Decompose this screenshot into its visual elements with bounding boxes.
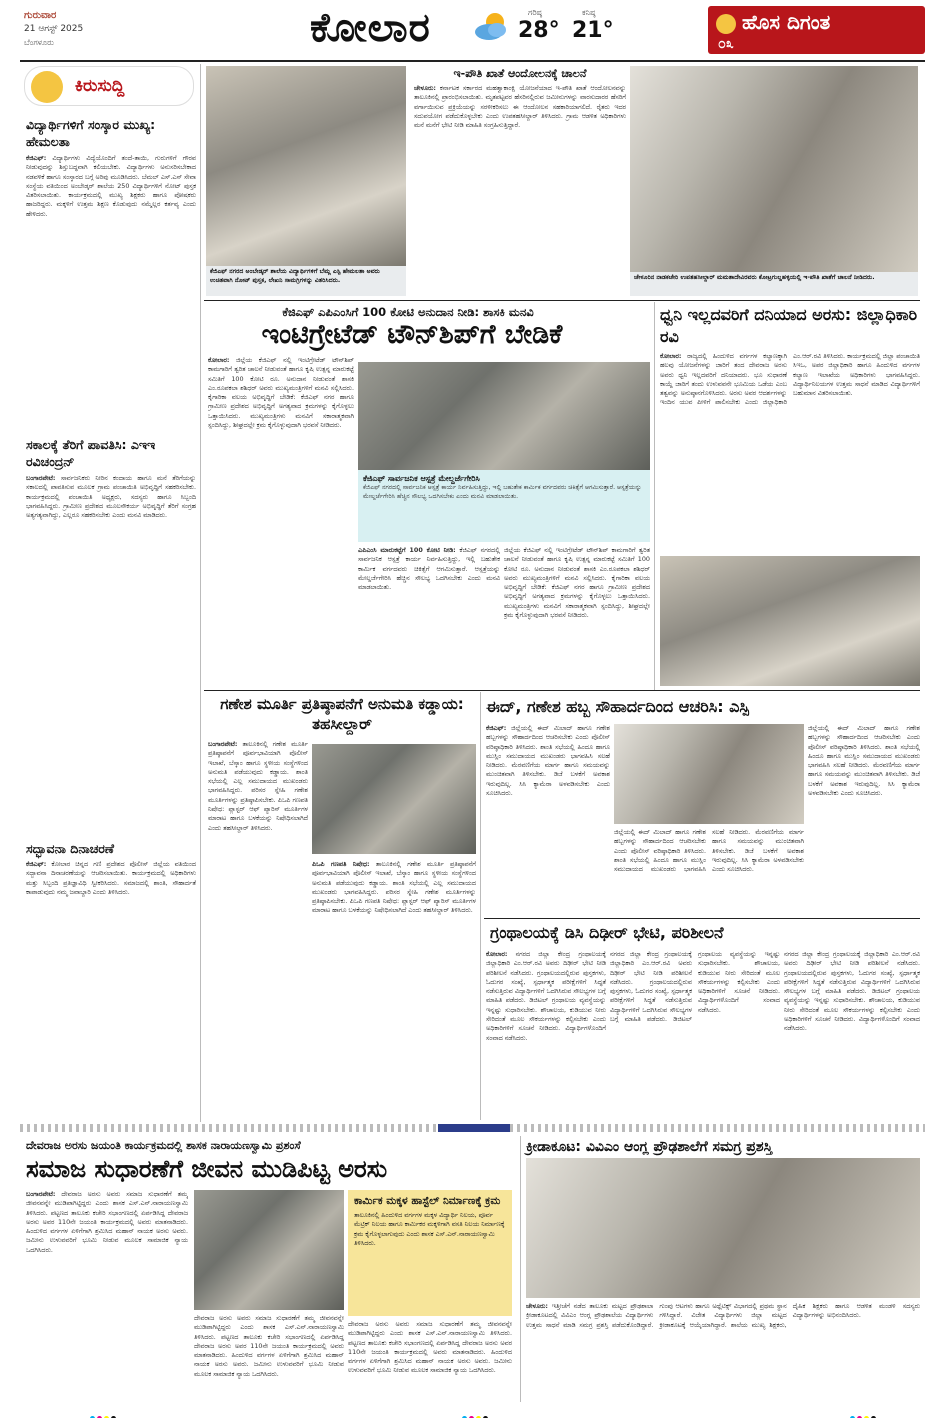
top-left-photo <box>206 66 406 266</box>
arasu-photo <box>194 1190 344 1310</box>
right-story-text: ರಾಜ್ಯದಲ್ಲಿ ಹಿಂದುಳಿದ ವರ್ಗಗಳ ಕಲ್ಯಾಣಕ್ಕಾಗಿ ಹಲವು ಯೋಜನೆಗಳನ್ನು ಜಾರಿಗೆ ತಂದ ದೇವರಾಜ ಅರಸು ಅವರು ಧ್ವನಿ ಇಲ್ಲದವರಿಗೆ ದನಿಯಾದರು. ಭೂ ಸುಧಾರಣೆ ಕಾಯ್ದೆ ಜಾರಿಗೆ ತಂದು ಉಳುವವನೇ ಭೂಮಿಯ ಒಡೆಯ ಎಂಬ ತತ್ವವನ್ನು ಅನುಷ್ಠಾನಗೊಳಿಸಿದರು. ಅರಸು ಅವರ ಆದರ್ಶಗಳನ್ನು ಇಂದಿನ ಯುವ ಪೀಳಿಗೆ ಪಾಲಿಸಬೇಕು ಎಂದು ಜಿಲ್ಲಾಧಿಕಾರಿ ಎಂ.ಆರ್.ರವಿ ತಿಳಿಸಿದರು. ಕಾರ್ಯಕ್ರಮದಲ್ಲಿ ಜಿಲ್ಲಾ ಪಂಚಾಯಿತಿ ಸಿಇಒ, ಅಪರ ಜಿಲ್ಲಾಧಿಕಾರಿ ಹಾಗೂ ಹಿಂದುಳಿದ ವರ್ಗಗಳ ಕಲ್ಯಾಣ ಇಲಾಖೆಯ ಅಧಿಕಾರಿಗಳು ಭಾಗವಹಿಸಿದ್ದರು. ವಿದ್ಯಾರ್ಥಿನಿಲಯಗಳ ಉತ್ತಮ ಸಾಧನೆ ಮಾಡಿದ ವಿದ್ಯಾರ್ಥಿಗಳಿಗೆ ಬಹುಮಾನ ವಿತರಿಸಲಾಯಿತು. <box>660 352 920 407</box>
lead-headline: ಇಂಟಿಗ್ರೇಟೆಡ್ ಟೌನ್‌ಶಿಪ್‌ಗೆ ಬೇಡಿಕೆ <box>261 319 563 350</box>
lead-photo-caption <box>358 470 650 542</box>
left-story-2-title: ಸಕಾಲಕ್ಕೆ ತೆರಿಗೆ ಪಾವತಿಸಿ: ಎಇಇ ರವಿಚಂದ್ರನ್ <box>26 437 156 469</box>
apmc-text: ಕೆಜಿಎಫ್ ನಗರದಲ್ಲಿ ಸಾರ್ವಜನಿಕ ಆಸ್ಪತ್ರೆ ಕಾರ್ಯ ನಿರ್ವಹಿಸುತ್ತಿದ್ದು, ಇಲ್ಲಿ ಬಹುತೇಕ ಕಾರ್ಮಿಕ ವರ್ಗದವರು ಚಿಕಿತ್ಸೆಗೆ ಆಗಮಿಸುತ್ತಾರೆ. ಆಸ್ಪತ್ರೆಯನ್ನು ಮೇಲ್ದರ್ಜೆಗೇರಿಸಿ ಹೆಚ್ಚಿನ ಸೌಲಭ್ಯ ಒದಗಿಸಬೇಕು ಎಂದು ಮನವಿ ಮಾಡಲಾಯಿತು. <box>358 546 500 592</box>
left-story-3-body <box>26 860 196 1120</box>
library-title: ಗ್ರಂಥಾಲಯಕ್ಕೆ ಡಿಸಿ ದಿಢೀರ್ ಭೇಟಿ, ಪರಿಶೀಲನೆ <box>490 923 724 942</box>
paper-name: ಹೊಸ ದಿಗಂತ <box>742 10 831 34</box>
page-number: ೦೩ <box>718 36 734 52</box>
eid-body-col-2 <box>614 828 804 914</box>
min-temp: 21° <box>572 18 614 43</box>
arasu-text-cont-2: ದೇವರಾಜ ಅರಸು ಅವರು ಸಮಾಜ ಸುಧಾರಣೆಗೆ ತಮ್ಮ ಜೀವನವನ್ನೇ ಮುಡಿಪಾಗಿಟ್ಟಿದ್ದರು ಎಂದು ಶಾಸಕ ಎಸ್.ಎನ್.ನಾರಾಯಣಸ್ವಾಮಿ ತಿಳಿಸಿದರು. ಪಟ್ಟಣದ ತಾಲೂಕು ಕಚೇರಿ ಸಭಾಂಗಣದಲ್ಲಿ ಏರ್ಪಡಿಸಿದ್ದ ದೇವರಾಜ ಅರಸು ಅವರ 110ನೇ ಜಯಂತಿ ಕಾರ್ಯಕ್ರಮದಲ್ಲಿ ಅವರು ಮಾತನಾಡಿದರು. ಹಿಂದುಳಿದ ವರ್ಗಗಳ ಏಳಿಗೆಗಾಗಿ ಶ್ರಮಿಸಿದ ಮಹಾನ್ ನಾಯಕ ಅರಸು ಅವರು. ಜಮೀನು ಉಳುವವರಿಗೆ ಭೂಮಿ ನೀಡುವ ಮೂಲಕ ಸಾಮಾಜಿಕ ನ್ಯಾಯ ಒದಗಿಸಿದರು. <box>348 1320 512 1375</box>
arasu-dateline: ಬಂಗಾರಪೇಟೆ: <box>26 1190 56 1198</box>
library-divider <box>484 918 920 919</box>
left-story-2-text: ಸಾರ್ವಜನಿಕರು ನೀರಿನ ಕಂದಾಯ ಹಾಗೂ ಮನೆ ತೆರಿಗೆಯನ್ನು ಸಕಾಲದಲ್ಲಿ ಪಾವತಿಸುವ ಮೂಲಕ ಗ್ರಾಮ ಪಂಚಾಯಿತಿ ಅಭಿವೃದ್ಧಿಗೆ ಸಹಕರಿಸಬೇಕು. ಕಾರ್ಯಕ್ರಮದಲ್ಲಿ ಪಂಚಾಯಿತಿ ಅಧ್ಯಕ್ಷರು, ಸದಸ್ಯರು ಹಾಗೂ ಸಿಬ್ಬಂದಿ ಭಾಗವಹಿಸಿದ್ದರು. ಗ್ರಾಮೀಣ ಪ್ರದೇಶದ ಮೂಲಸೌಕರ್ಯ ಅಭಿವೃದ್ಧಿಗೆ ತೆರಿಗೆ ಸಂಗ್ರಹ ಅತ್ಯಗತ್ಯವಾಗಿದ್ದು, ಎಲ್ಲರೂ ಸಹಕರಿಸಬೇಕು ಎಂದು ಮನವಿ ಮಾಡಿದರು. <box>26 474 196 520</box>
eid-text: ಜಿಲ್ಲೆಯಲ್ಲಿ ಈದ್ ಮಿಲಾದ್ ಹಾಗೂ ಗಣೇಶ ಹಬ್ಬಗಳನ್ನು ಸೌಹಾರ್ದದಿಂದ ಆಚರಿಸಬೇಕು ಎಂದು ಪೊಲೀಸ್ ವರಿಷ್ಠಾಧಿಕಾರಿ ತಿಳಿಸಿದರು. ಶಾಂತಿ ಸಭೆಯಲ್ಲಿ ಹಿಂದೂ ಹಾಗೂ ಮುಸ್ಲಿಂ ಸಮುದಾಯದ ಮುಖಂಡರು ಭಾಗವಹಿಸಿ ಸಲಹೆ ನೀಡಿದರು. ಮೆರವಣಿಗೆಯ ಮಾರ್ಗ ಹಾಗೂ ಸಮಯವನ್ನು ಮುಂಚಿತವಾಗಿ ತಿಳಿಸಬೇಕು. ಡಿಜೆ ಬಳಕೆಗೆ ಅವಕಾಶ ಇರುವುದಿಲ್ಲ. ಸಿಸಿ ಕ್ಯಾಮೆರಾ ಅಳವಡಿಸಬೇಕು ಎಂದು ಸೂಚಿಸಿದರು. <box>486 724 610 798</box>
masthead-date: 21 ಆಗಸ್ಟ್ 2025 <box>24 24 84 34</box>
ganesha-title: ಗಣೇಶ ಮೂರ್ತಿ ಪ್ರತಿಷ್ಠಾಪನೆಗೆ ಅನುಮತಿ ಕಡ್ಡಾಯ: ತಹಸೀಲ್ದಾರ್ <box>220 695 464 733</box>
eid-text-cont-2: ಜಿಲ್ಲೆಯಲ್ಲಿ ಈದ್ ಮಿಲಾದ್ ಹಾಗೂ ಗಣೇಶ ಹಬ್ಬಗಳನ್ನು ಸೌಹಾರ್ದದಿಂದ ಆಚರಿಸಬೇಕು ಎಂದು ಪೊಲೀಸ್ ವರಿಷ್ಠಾಧಿಕಾರಿ ತಿಳಿಸಿದರು. ಶಾಂತಿ ಸಭೆಯಲ್ಲಿ ಹಿಂದೂ ಹಾಗೂ ಮುಸ್ಲಿಂ ಸಮುದಾಯದ ಮುಖಂಡರು ಭಾಗವಹಿಸಿ ಸಲಹೆ ನೀಡಿದರು. ಮೆರವಣಿಗೆಯ ಮಾರ್ಗ ಹಾಗೂ ಸಮಯವನ್ನು ಮುಂಚಿತವಾಗಿ ತಿಳಿಸಬೇಕು. ಡಿಜೆ ಬಳಕೆಗೆ ಅವಕಾಶ ಇರುವುದಿಲ್ಲ. ಸಿಸಿ ಕ್ಯಾಮೆರಾ ಅಳವಡಿಸಬೇಕು ಎಂದು ಸೂಚಿಸಿದರು. <box>808 724 920 798</box>
sports-title: ಕ್ರೀಡಾಕೂಟ: ವಿವಿಎಂ ಆಂಗ್ಲ ಪ್ರೌಢಶಾಲೆಗೆ ಸಮಗ್ರ ಪ್ರಶಸ್ತಿ <box>526 1139 773 1155</box>
lead-body-col-3 <box>504 546 650 686</box>
hostel-title: ಕಾರ್ಮಿಕ ಮಕ್ಕಳ ಹಾಸ್ಟೆಲ್ ನಿರ್ಮಾಣಕ್ಕೆ ಕ್ರಮ <box>354 1195 501 1207</box>
masthead-divider <box>20 60 925 62</box>
ganesha-divider <box>480 692 481 1120</box>
arasu-body-col-3 <box>348 1320 512 1400</box>
brand-logo-icon <box>716 14 736 34</box>
lead-body-col-2 <box>358 546 500 686</box>
epouti-text: ಕರ್ನಾಟಕ ಸರ್ಕಾರದ ಮಹತ್ವಾಕಾಂಕ್ಷಿ ಯೋಜನೆಯಾದ ಇ-ಪೌತಿ ಖಾತೆ ಆಂದೋಲನವನ್ನು ತಾಲೂಕಿನಲ್ಲಿ ಪ್ರಾರಂಭಿಸಲಾಯಿತು. ಮೃತಪಟ್ಟವರ ಹೆಸರಿನಲ್ಲಿರುವ ಜಮೀನುಗಳನ್ನು ವಾರಸುದಾರರ ಹೆಸರಿಗೆ ವರ್ಗಾಯಿಸುವ ಪ್ರಕ್ರಿಯೆಯನ್ನು ಸರಳೀಕರಿಸಲು ಈ ಆಂದೋಲನ ಸಹಕಾರಿಯಾಗಲಿದೆ. ರೈತರು ಇದರ ಸದುಪಯೋಗ ಪಡೆದುಕೊಳ್ಳಬೇಕು ಎಂದು ಉಪತಹಸೀಲ್ದಾರ್ ತಿಳಿಸಿದರು. ಗ್ರಾಮ ಆಡಳಿತ ಅಧಿಕಾರಿಗಳು ಮನೆ ಮನೆಗೆ ಭೇಟಿ ನೀಡಿ ಮಾಹಿತಿ ಸಂಗ್ರಹಿಸುತ್ತಿದ್ದಾರೆ. <box>414 84 626 130</box>
hand-icon <box>31 71 63 103</box>
top-row-divider <box>204 300 920 301</box>
hospital-caption-body: ಕೆಜಿಎಫ್ ನಗರದಲ್ಲಿ ಸಾರ್ವಜನಿಕ ಆಸ್ಪತ್ರೆ ಕಾರ್ಯ ನಿರ್ವಹಿಸುತ್ತಿದ್ದು, ಇಲ್ಲಿ ಬಹುತೇಕ ಕಾರ್ಮಿಕ ವರ್ಗದವರು ಚಿಕಿತ್ಸೆಗೆ ಆಗಮಿಸುತ್ತಾರೆ. ಆಸ್ಪತ್ರೆಯನ್ನು ಮೇಲ್ದರ್ಜೆಗೇರಿಸಿ ಹೆಚ್ಚಿನ ಸೌಲಭ್ಯ ಒದಗಿಸಬೇಕು ಎಂದು ಮನವಿ ಮಾಡಲಾಯಿತು. <box>363 484 642 500</box>
section-divider-accent <box>438 1124 510 1132</box>
min-temp-label: ಕನಿಷ್ಠ <box>582 8 596 17</box>
arasu-body-col-1 <box>26 1190 188 1400</box>
ganesha-text-cont: ತಾಲೂಕಿನಲ್ಲಿ ಗಣೇಶ ಮೂರ್ತಿ ಪ್ರತಿಷ್ಠಾಪನೆಗೆ ಪೂರ್ವಭಾವಿಯಾಗಿ ಪೊಲೀಸ್ ಇಲಾಖೆ, ಬೆಸ್ಕಾಂ ಹಾಗೂ ಸ್ಥಳೀಯ ಸಂಸ್ಥೆಗಳಿಂದ ಅನುಮತಿ ಪಡೆಯುವುದು ಕಡ್ಡಾಯ. ಶಾಂತಿ ಸಭೆಯಲ್ಲಿ ಎಲ್ಲ ಸಮುದಾಯದ ಮುಖಂಡರು ಭಾಗವಹಿಸಿದ್ದರು. ಪರಿಸರ ಸ್ನೇಹಿ ಗಣೇಶ ಮೂರ್ತಿಗಳನ್ನು ಪ್ರತಿಷ್ಠಾಪಿಸಬೇಕು. ಪಿಒಪಿ ಗಣಪತಿ ನಿಷೇಧ: ಪ್ಲಾಸ್ಟರ್ ಆಫ್ ಪ್ಯಾರಿಸ್ ಮೂರ್ತಿಗಳ ಮಾರಾಟ ಹಾಗೂ ಬಳಕೆಯನ್ನು ನಿಷೇಧಿಸಲಾಗಿದೆ ಎಂದು ತಹಸೀಲ್ದಾರ್ ತಿಳಿಸಿದರು. <box>312 860 476 915</box>
masthead <box>20 6 925 60</box>
sports-dateline: ಚೇಳೂರು: <box>526 1302 548 1310</box>
epouti-body <box>414 84 626 296</box>
bottom-divider <box>520 1136 521 1402</box>
lead-text-cont: ಜಿಲ್ಲೆಯ ಕೆಜಿಎಫ್ ನಲ್ಲಿ ಇಂಟಿಗ್ರೇಟೆಡ್ ಟೌನ್‌ಶಿಪ್ ಕಾಮಗಾರಿಗೆ ತ್ವರಿತ ಚಾಲನೆ ನೀಡುವಂತೆ ಹಾಗೂ ಕೃಷಿ ಉತ್ಪನ್ನ ಮಾರುಕಟ್ಟೆ ಸಮಿತಿಗೆ 100 ಕೋಟಿ ರೂ. ಅನುದಾನ ನೀಡುವಂತೆ ಶಾಸಕಿ ಎಂ.ರೂಪಕಲಾ ಶಶಿಧರ್ ಅವರು ಮುಖ್ಯಮಂತ್ರಿಗಳಿಗೆ ಮನವಿ ಸಲ್ಲಿಸಿದರು. ಕೈಗಾರಿಕಾ ವಲಯ ಅಭಿವೃದ್ಧಿಗೆ ಬೇಡಿಕೆ: ಕೆಜಿಎಫ್ ನಗರ ಹಾಗೂ ಗ್ರಾಮೀಣ ಪ್ರದೇಶದ ಅಭಿವೃದ್ಧಿಗೆ ಅಗತ್ಯವಾದ ಕ್ರಮಗಳನ್ನು ಕೈಗೊಳ್ಳಲು ಒತ್ತಾಯಿಸಿದರು. ಮುಖ್ಯಮಂತ್ರಿಗಳು ಮನವಿಗೆ ಸಕಾರಾತ್ಮಕವಾಗಿ ಸ್ಪಂದಿಸಿದ್ದು, ಶೀಘ್ರದಲ್ಲೇ ಕ್ರಮ ಕೈಗೊಳ್ಳುವುದಾಗಿ ಭರವಸೆ ನೀಡಿದರು. <box>504 546 650 620</box>
library-text: ನಗರದ ಜಿಲ್ಲಾ ಕೇಂದ್ರ ಗ್ರಂಥಾಲಯಕ್ಕೆ ಜಿಲ್ಲಾಧಿಕಾರಿ ಎಂ.ಆರ್.ರವಿ ಅವರು ದಿಢೀರ್ ಭೇಟಿ ನೀಡಿ ಪರಿಶೀಲನೆ ನಡೆಸಿದರು. ಗ್ರಂಥಾಲಯದಲ್ಲಿರುವ ಪುಸ್ತಕಗಳು, ಓದುಗರ ಸಂಖ್ಯೆ, ಸ್ಪರ್ಧಾತ್ಮಕ ಪರೀಕ್ಷೆಗಳಿಗೆ ಸಿದ್ಧತೆ ನಡೆಸುತ್ತಿರುವ ವಿದ್ಯಾರ್ಥಿಗಳಿಗೆ ಒದಗಿಸಿರುವ ಸೌಲಭ್ಯಗಳ ಬಗ್ಗೆ ಮಾಹಿತಿ ಪಡೆದರು. ಡಿಜಿಟಲ್ ಗ್ರಂಥಾಲಯ ವ್ಯವಸ್ಥೆಯನ್ನು ಇನ್ನಷ್ಟು ಸುಧಾರಿಸಬೇಕು. ಶೌಚಾಲಯ, ಕುಡಿಯುವ ನೀರು ಸೇರಿದಂತೆ ಮೂಲ ಸೌಕರ್ಯಗಳನ್ನು ಕಲ್ಪಿಸಬೇಕು ಎಂದು ಅಧಿಕಾರಿಗಳಿಗೆ ಸೂಚನೆ ನೀಡಿದರು. ವಿದ್ಯಾರ್ಥಿಗಳೊಂದಿಗೆ ಸಂವಾದ ನಡೆಸಿದರು. <box>486 950 606 1042</box>
hostel-box <box>348 1190 512 1316</box>
max-temp: 28° <box>518 18 560 43</box>
registration-marks-mid <box>462 1406 490 1418</box>
arasu-kicker: ದೇವರಾಜ ಅರಸು ಜಯಂತಿ ಕಾರ್ಯಕ್ರಮದಲ್ಲಿ ಶಾಸಕ ನಾರಾಯಣಸ್ವಾಮಿ ಪ್ರಶಂಸೆ <box>26 1139 301 1152</box>
lead-right-divider <box>654 302 655 690</box>
paper-brand <box>708 6 925 54</box>
lead-text: ಜಿಲ್ಲೆಯ ಕೆಜಿಎಫ್ ನಲ್ಲಿ ಇಂಟಿಗ್ರೇಟೆಡ್ ಟೌನ್‌ಶಿಪ್ ಕಾಮಗಾರಿಗೆ ತ್ವರಿತ ಚಾಲನೆ ನೀಡುವಂತೆ ಹಾಗೂ ಕೃಷಿ ಉತ್ಪನ್ನ ಮಾರುಕಟ್ಟೆ ಸಮಿತಿಗೆ 100 ಕೋಟಿ ರೂ. ಅನುದಾನ ನೀಡುವಂತೆ ಶಾಸಕಿ ಎಂ.ರೂಪಕಲಾ ಶಶಿಧರ್ ಅವರು ಮುಖ್ಯಮಂತ್ರಿಗಳಿಗೆ ಮನವಿ ಸಲ್ಲಿಸಿದರು. ಕೈಗಾರಿಕಾ ವಲಯ ಅಭಿವೃದ್ಧಿಗೆ ಬೇಡಿಕೆ: ಕೆಜಿಎಫ್ ನಗರ ಹಾಗೂ ಗ್ರಾಮೀಣ ಪ್ರದೇಶದ ಅಭಿವೃದ್ಧಿಗೆ ಅಗತ್ಯವಾದ ಕ್ರಮಗಳನ್ನು ಕೈಗೊಳ್ಳಲು ಒತ್ತಾಯಿಸಿದರು. ಮುಖ್ಯಮಂತ್ರಿಗಳು ಮನವಿಗೆ ಸಕಾರಾತ್ಮಕವಾಗಿ ಸ್ಪಂದಿಸಿದ್ದು, ಶೀಘ್ರದಲ್ಲೇ ಕ್ರಮ ಕೈಗೊಳ್ಳುವುದಾಗಿ ಭರವಸೆ ನೀಡಿದರು. <box>208 356 354 430</box>
eid-title: ಈದ್, ಗಣೇಶ ಹಬ್ಬ ಸೌಹಾರ್ದದಿಂದ ಆಚರಿಸಿ: ಎಸ್ಪಿ <box>486 697 750 716</box>
mid-row-divider <box>204 690 920 691</box>
library-body-col-2 <box>610 950 780 1118</box>
top-right-photo-caption: ಚೇಳೂರಿನ ನಾಡಕಚೇರಿ ಉಪತಹಸೀಲ್ದಾರ್ ಮಮತಾದೇವಿರವರು ಕೋಟ್ರಗುಲ್ದಹಳ್ಳಿಯಲ್ಲಿ ಇ-ಪೌತಿ ಖಾತೆಗೆ ಚಾಲನೆ ನೀಡಿದರು. <box>630 272 918 296</box>
eid-text-cont: ಜಿಲ್ಲೆಯಲ್ಲಿ ಈದ್ ಮಿಲಾದ್ ಹಾಗೂ ಗಣೇಶ ಹಬ್ಬಗಳನ್ನು ಸೌಹಾರ್ದದಿಂದ ಆಚರಿಸಬೇಕು ಎಂದು ಪೊಲೀಸ್ ವರಿಷ್ಠಾಧಿಕಾರಿ ತಿಳಿಸಿದರು. ಶಾಂತಿ ಸಭೆಯಲ್ಲಿ ಹಿಂದೂ ಹಾಗೂ ಮುಸ್ಲಿಂ ಸಮುದಾಯದ ಮುಖಂಡರು ಭಾಗವಹಿಸಿ ಸಲಹೆ ನೀಡಿದರು. ಮೆರವಣಿಗೆಯ ಮಾರ್ಗ ಹಾಗೂ ಸಮಯವನ್ನು ಮುಂಚಿತವಾಗಿ ತಿಳಿಸಬೇಕು. ಡಿಜೆ ಬಳಕೆಗೆ ಅವಕಾಶ ಇರುವುದಿಲ್ಲ. ಸಿಸಿ ಕ್ಯಾಮೆರಾ ಅಳವಡಿಸಬೇಕು ಎಂದು ಸೂಚಿಸಿದರು. <box>614 828 804 874</box>
right-story-title: ಧ್ವನಿ ಇಲ್ಲದವರಿಗೆ ದನಿಯಾದ ಅರಸು: ಜಿಲ್ಲಾಧಿಕಾರಿ ರವಿ <box>660 305 918 346</box>
max-temp-label: ಗರಿಷ್ಠ <box>528 8 542 17</box>
left-column-divider <box>200 64 201 1122</box>
ganesha-body-col-2 <box>312 860 476 1110</box>
eid-body-col-1 <box>486 724 610 914</box>
left-story-3-title: ಸದ್ಭಾವನಾ ದಿನಾಚರಣೆ <box>26 841 114 856</box>
lead-photo <box>358 362 650 470</box>
left-story-2-body <box>26 474 196 834</box>
sports-photo <box>526 1158 920 1298</box>
left-story-1-title: ವಿದ್ಯಾರ್ಥಿಗಳಿಗೆ ಸಂಸ್ಕಾರ ಮುಖ್ಯ: ಹೇಮಲತಾ <box>26 117 156 149</box>
masthead-day: ಗುರುವಾರ <box>24 10 57 21</box>
ganesha-pop-subhead: ಪಿಒಪಿ ಗಣಪತಿ ನಿಷೇಧ: <box>312 860 370 868</box>
right-story-dateline: ಕೋಲಾರ: <box>660 352 682 360</box>
right-story-photo <box>660 556 920 686</box>
epouti-dateline: ಚೇಳೂರು: <box>414 84 436 92</box>
eid-dateline: ಕೆಜಿಎಫ್: <box>486 724 507 732</box>
library-dateline: ಕೋಲಾರ: <box>486 950 508 958</box>
ganesha-text: ತಾಲೂಕಿನಲ್ಲಿ ಗಣೇಶ ಮೂರ್ತಿ ಪ್ರತಿಷ್ಠಾಪನೆಗೆ ಪೂರ್ವಭಾವಿಯಾಗಿ ಪೊಲೀಸ್ ಇಲಾಖೆ, ಬೆಸ್ಕಾಂ ಹಾಗೂ ಸ್ಥಳೀಯ ಸಂಸ್ಥೆಗಳಿಂದ ಅನುಮತಿ ಪಡೆಯುವುದು ಕಡ್ಡಾಯ. ಶಾಂತಿ ಸಭೆಯಲ್ಲಿ ಎಲ್ಲ ಸಮುದಾಯದ ಮುಖಂಡರು ಭಾಗವಹಿಸಿದ್ದರು. ಪರಿಸರ ಸ್ನೇಹಿ ಗಣೇಶ ಮೂರ್ತಿಗಳನ್ನು ಪ್ರತಿಷ್ಠಾಪಿಸಬೇಕು. ಪಿಒಪಿ ಗಣಪತಿ ನಿಷೇಧ: ಪ್ಲಾಸ್ಟರ್ ಆಫ್ ಪ್ಯಾರಿಸ್ ಮೂರ್ತಿಗಳ ಮಾರಾಟ ಹಾಗೂ ಬಳಕೆಯನ್ನು ನಿಷೇಧಿಸಲಾಗಿದೆ ಎಂದು ತಹಸೀಲ್ದಾರ್ ತಿಳಿಸಿದರು. <box>208 740 308 832</box>
library-body-col-3 <box>784 950 920 1118</box>
left-story-2-dateline: ಬಂಗಾರಪೇಟೆ: <box>26 474 56 482</box>
sports-body <box>526 1302 920 1400</box>
eid-photo <box>614 724 804 824</box>
arasu-text-cont: ದೇವರಾಜ ಅರಸು ಅವರು ಸಮಾಜ ಸುಧಾರಣೆಗೆ ತಮ್ಮ ಜೀವನವನ್ನೇ ಮುಡಿಪಾಗಿಟ್ಟಿದ್ದರು ಎಂದು ಶಾಸಕ ಎಸ್.ಎನ್.ನಾರಾಯಣಸ್ವಾಮಿ ತಿಳಿಸಿದರು. ಪಟ್ಟಣದ ತಾಲೂಕು ಕಚೇರಿ ಸಭಾಂಗಣದಲ್ಲಿ ಏರ್ಪಡಿಸಿದ್ದ ದೇವರಾಜ ಅರಸು ಅವರ 110ನೇ ಜಯಂತಿ ಕಾರ್ಯಕ್ರಮದಲ್ಲಿ ಅವರು ಮಾತನಾಡಿದರು. ಹಿಂದುಳಿದ ವರ್ಗಗಳ ಏಳಿಗೆಗಾಗಿ ಶ್ರಮಿಸಿದ ಮಹಾನ್ ನಾಯಕ ಅರಸು ಅವರು. ಜಮೀನು ಉಳುವವರಿಗೆ ಭೂಮಿ ನೀಡುವ ಮೂಲಕ ಸಾಮಾಜಿಕ ನ್ಯಾಯ ಒದಗಿಸಿದರು. <box>194 1314 344 1378</box>
lead-dateline: ಕೋಲಾರ: <box>208 356 230 364</box>
kirusuddi-label: ಕಿರುಸುದ್ದಿ <box>75 76 125 96</box>
ganesha-body-col-1 <box>208 740 308 1110</box>
ganesha-photo <box>312 744 476 854</box>
arasu-text: ದೇವರಾಜ ಅರಸು ಅವರು ಸಮಾಜ ಸುಧಾರಣೆಗೆ ತಮ್ಮ ಜೀವನವನ್ನೇ ಮುಡಿಪಾಗಿಟ್ಟಿದ್ದರು ಎಂದು ಶಾಸಕ ಎಸ್.ಎನ್.ನಾರಾಯಣಸ್ವಾಮಿ ತಿಳಿಸಿದರು. ಪಟ್ಟಣದ ತಾಲೂಕು ಕಚೇರಿ ಸಭಾಂಗಣದಲ್ಲಿ ಏರ್ಪಡಿಸಿದ್ದ ದೇವರಾಜ ಅರಸು ಅವರ 110ನೇ ಜಯಂತಿ ಕಾರ್ಯಕ್ರಮದಲ್ಲಿ ಅವರು ಮಾತನಾಡಿದರು. ಹಿಂದುಳಿದ ವರ್ಗಗಳ ಏಳಿಗೆಗಾಗಿ ಶ್ರಮಿಸಿದ ಮಹಾನ್ ನಾಯಕ ಅರಸು ಅವರು. ಜಮೀನು ಉಳುವವರಿಗೆ ಭೂಮಿ ನೀಡುವ ಮೂಲಕ ಸಾಮಾಜಿಕ ನ್ಯಾಯ ಒದಗಿಸಿದರು. <box>26 1190 188 1254</box>
sports-text: ಇತ್ತೀಚೆಗೆ ನಡೆದ ತಾಲೂಕು ಮಟ್ಟದ ಪ್ರೌಢಶಾಲಾ ಕ್ರೀಡಾಕೂಟದಲ್ಲಿ ವಿವಿಎಂ ಆಂಗ್ಲ ಪ್ರೌಢಶಾಲೆಯ ವಿದ್ಯಾರ್ಥಿಗಳು ಉತ್ತಮ ಸಾಧನೆ ಮಾಡಿ ಸಮಗ್ರ ಪ್ರಶಸ್ತಿ ಪಡೆದುಕೊಂಡಿದ್ದಾರೆ. ಗುಂಪು ಆಟಗಳು ಹಾಗೂ ಅಥ್ಲೆಟಿಕ್ಸ್ ವಿಭಾಗದಲ್ಲಿ ಪ್ರಥಮ ಸ್ಥಾನ ಗಳಿಸಿದ್ದಾರೆ. ವಿಜೇತ ವಿದ್ಯಾರ್ಥಿಗಳು ಜಿಲ್ಲಾ ಮಟ್ಟದ ಕ್ರೀಡಾಕೂಟಕ್ಕೆ ಆಯ್ಕೆಯಾಗಿದ್ದಾರೆ. ಶಾಲೆಯ ಮುಖ್ಯ ಶಿಕ್ಷಕರು, ದೈಹಿಕ ಶಿಕ್ಷಕರು ಹಾಗೂ ಆಡಳಿತ ಮಂಡಳಿ ಸದಸ್ಯರು ವಿದ್ಯಾರ್ಥಿಗಳನ್ನು ಅಭಿನಂದಿಸಿದರು. <box>526 1302 920 1329</box>
weather-icon <box>473 10 511 42</box>
arasu-headline: ಸಮಾಜ ಸುಧಾರಣೆಗೆ ಜೀವನ ಮುಡಿಪಿಟ್ಟ ಅರಸು <box>26 1154 388 1183</box>
eid-body-col-3 <box>808 724 920 914</box>
hostel-body: ತಾಲೂಕಿನಲ್ಲಿ ಹಿಂದುಳಿದ ವರ್ಗಗಳ ಮಕ್ಕಳ ವಿದ್ಯಾರ್ಥಿ ನಿಲಯ, ಪೂರ್ವ ಮೆಟ್ರಿಕ್ ನಿಲಯ ಹಾಗೂ ಕಾರ್ಮಿಕರ ಮಕ್ಕಳಿಗಾಗಿ ವಸತಿ ನಿಲಯ ನಿರ್ಮಾಣಕ್ಕೆ ಕ್ರಮ ಕೈಗೊಳ್ಳಲಾಗುವುದು ಎಂದು ಶಾಸಕ ಎಸ್.ಎನ್.ನಾರಾಯಣಸ್ವಾಮಿ ತಿಳಿಸಿದರು. <box>354 1211 505 1247</box>
left-story-3-text: ಕೋಲಾರ ಚಿನ್ನದ ಗಣಿ ಪ್ರದೇಶದ ಪೊಲೀಸ್ ಜಿಲ್ಲೆಯ ವತಿಯಿಂದ ಸದ್ಭಾವನಾ ದಿನಾಚರಣೆಯನ್ನು ಆಚರಿಸಲಾಯಿತು. ಕಾರ್ಯಕ್ರಮದಲ್ಲಿ ಅಧಿಕಾರಿಗಳು ಮತ್ತು ಸಿಬ್ಬಂದಿ ಪ್ರತಿಜ್ಞಾವಿಧಿ ಸ್ವೀಕರಿಸಿದರು. ಸಮಾಜದಲ್ಲಿ ಶಾಂತಿ, ಸೌಹಾರ್ದತೆ ಕಾಪಾಡುವುದು ನಮ್ಮ ಜವಾಬ್ದಾರಿ ಎಂದು ತಿಳಿಸಿದರು. <box>26 860 196 896</box>
left-story-1-body <box>26 154 196 424</box>
left-story-1-dateline: ಕೆಜಿಎಫ್: <box>26 154 47 162</box>
left-story-1-text: ವಿದ್ಯಾರ್ಥಿಗಳು ವಿದ್ಯೆಯೊಂದಿಗೆ ತಂದೆ-ತಾಯಿ, ಗುರುಗಳಿಗೆ ಗೌರವ ನೀಡುವುದನ್ನು ಶಿಸ್ತುಬದ್ಧವಾಗಿ ಕಲಿಯಬೇಕು. ವಿದ್ಯಾರ್ಥಿಗಳು ಅನುಸರಿಸಬೇಕಾದ ನಡವಳಿಕೆ ಹಾಗೂ ಸಂಸ್ಕಾರದ ಬಗ್ಗೆ ಅರಿವು ಮೂಡಿಸಿದರು. ಬೆಮಲ್ ಎಸ್.ಎಸ್ ಸೇವಾ ಸಂಸ್ಥೆಯ ವತಿಯಿಂದ ಅಂಬೇಡ್ಕರ್ ಶಾಲೆಯ 250 ವಿದ್ಯಾರ್ಥಿಗಳಿಗೆ ನೋಟ್ ಪುಸ್ತಕ ವಿತರಿಸಲಾಯಿತು. ಕಾರ್ಯಕ್ರಮದಲ್ಲಿ ಮುಖ್ಯ ಶಿಕ್ಷಕರು ಹಾಗೂ ಪೋಷಕರು ಹಾಜರಿದ್ದರು. ಮಕ್ಕಳಿಗೆ ಉತ್ತಮ ಶಿಕ್ಷಣ ಕೊಡುವುದು ನಮ್ಮೆಲ್ಲರ ಕರ್ತವ್ಯ ಎಂದು ಹೇಳಿದರು. <box>26 154 196 218</box>
epouti-title: ಇ-ಪೌತಿ ಖಾತೆ ಆಂದೋಲನಕ್ಕೆ ಚಾಲನೆ <box>453 67 587 80</box>
registration-marks-right <box>850 1406 878 1418</box>
lead-body-col <box>208 356 354 686</box>
masthead-title: ಕೋಲಾರ <box>310 4 431 51</box>
library-body-col-1 <box>486 950 606 1118</box>
ganesha-dateline: ಬಂಗಾರಪೇಟೆ: <box>208 740 238 748</box>
arasu-body-col-2 <box>194 1314 344 1400</box>
right-story-body <box>660 352 920 552</box>
top-left-photo-caption: ಕೆಜಿಎಫ್ ನಗರದ ಅಂಬೇಡ್ಕರ್ ಶಾಲೆಯ ವಿದ್ಯಾರ್ಥಿಗಳಿಗೆ ಬೆಮ್ಲ ಎಸ್ಪಿ ಹೇಮಲತಾ ಅವರು ಉಚಿತವಾಗಿ ನೋಟ್ ಪುಸ್ತಕ, ಲೇಖನಿ ಸಾಮಗ್ರಿಗಳನ್ನು ವಿತರಿಸಿದರು. <box>206 266 406 296</box>
hospital-caption-title: ಕೆಜಿಎಫ್ ಸಾರ್ವಜನಿಕ ಆಸ್ಪತ್ರೆ ಮೇಲ್ದರ್ಜೆಗೇರಿಸಿ <box>363 474 480 483</box>
registration-marks-left <box>90 1406 118 1418</box>
apmc-subhead: ಎಪಿಎಂಸಿ ಮಾರುಕಟ್ಟೆಗೆ 100 ಕೋಟಿ ನೀಡಿ: <box>358 546 456 554</box>
top-right-photo <box>630 66 918 272</box>
kirusuddi-header <box>24 66 194 106</box>
lead-kicker: ಕೆಜಿಎಫ್ ಎಪಿಎಂಸಿಗೆ 100 ಕೋಟಿ ಅನುದಾನ ನೀಡಿ: ಶಾಸಕಿ ಮನವಿ <box>282 305 534 319</box>
library-text-cont: ನಗರದ ಜಿಲ್ಲಾ ಕೇಂದ್ರ ಗ್ರಂಥಾಲಯಕ್ಕೆ ಜಿಲ್ಲಾಧಿಕಾರಿ ಎಂ.ಆರ್.ರವಿ ಅವರು ದಿಢೀರ್ ಭೇಟಿ ನೀಡಿ ಪರಿಶೀಲನೆ ನಡೆಸಿದರು. ಗ್ರಂಥಾಲಯದಲ್ಲಿರುವ ಪುಸ್ತಕಗಳು, ಓದುಗರ ಸಂಖ್ಯೆ, ಸ್ಪರ್ಧಾತ್ಮಕ ಪರೀಕ್ಷೆಗಳಿಗೆ ಸಿದ್ಧತೆ ನಡೆಸುತ್ತಿರುವ ವಿದ್ಯಾರ್ಥಿಗಳಿಗೆ ಒದಗಿಸಿರುವ ಸೌಲಭ್ಯಗಳ ಬಗ್ಗೆ ಮಾಹಿತಿ ಪಡೆದರು. ಡಿಜಿಟಲ್ ಗ್ರಂಥಾಲಯ ವ್ಯವಸ್ಥೆಯನ್ನು ಇನ್ನಷ್ಟು ಸುಧಾರಿಸಬೇಕು. ಶೌಚಾಲಯ, ಕುಡಿಯುವ ನೀರು ಸೇರಿದಂತೆ ಮೂಲ ಸೌಕರ್ಯಗಳನ್ನು ಕಲ್ಪಿಸಬೇಕು ಎಂದು ಅಧಿಕಾರಿಗಳಿಗೆ ಸೂಚನೆ ನೀಡಿದರು. ವಿದ್ಯಾರ್ಥಿಗಳೊಂದಿಗೆ ಸಂವಾದ ನಡೆಸಿದರು. <box>610 950 780 1024</box>
library-text-cont-2: ನಗರದ ಜಿಲ್ಲಾ ಕೇಂದ್ರ ಗ್ರಂಥಾಲಯಕ್ಕೆ ಜಿಲ್ಲಾಧಿಕಾರಿ ಎಂ.ಆರ್.ರವಿ ಅವರು ದಿಢೀರ್ ಭೇಟಿ ನೀಡಿ ಪರಿಶೀಲನೆ ನಡೆಸಿದರು. ಗ್ರಂಥಾಲಯದಲ್ಲಿರುವ ಪುಸ್ತಕಗಳು, ಓದುಗರ ಸಂಖ್ಯೆ, ಸ್ಪರ್ಧಾತ್ಮಕ ಪರೀಕ್ಷೆಗಳಿಗೆ ಸಿದ್ಧತೆ ನಡೆಸುತ್ತಿರುವ ವಿದ್ಯಾರ್ಥಿಗಳಿಗೆ ಒದಗಿಸಿರುವ ಸೌಲಭ್ಯಗಳ ಬಗ್ಗೆ ಮಾಹಿತಿ ಪಡೆದರು. ಡಿಜಿಟಲ್ ಗ್ರಂಥಾಲಯ ವ್ಯವಸ್ಥೆಯನ್ನು ಇನ್ನಷ್ಟು ಸುಧಾರಿಸಬೇಕು. ಶೌಚಾಲಯ, ಕುಡಿಯುವ ನೀರು ಸೇರಿದಂತೆ ಮೂಲ ಸೌಕರ್ಯಗಳನ್ನು ಕಲ್ಪಿಸಬೇಕು ಎಂದು ಅಧಿಕಾರಿಗಳಿಗೆ ಸೂಚನೆ ನೀಡಿದರು. ವಿದ್ಯಾರ್ಥಿಗಳೊಂದಿಗೆ ಸಂವಾದ ನಡೆಸಿದರು. <box>784 950 920 1033</box>
left-story-3-dateline: ಕೆಜಿಎಫ್: <box>26 860 47 868</box>
masthead-city: ಬೆಂಗಳೂರು <box>24 38 54 47</box>
